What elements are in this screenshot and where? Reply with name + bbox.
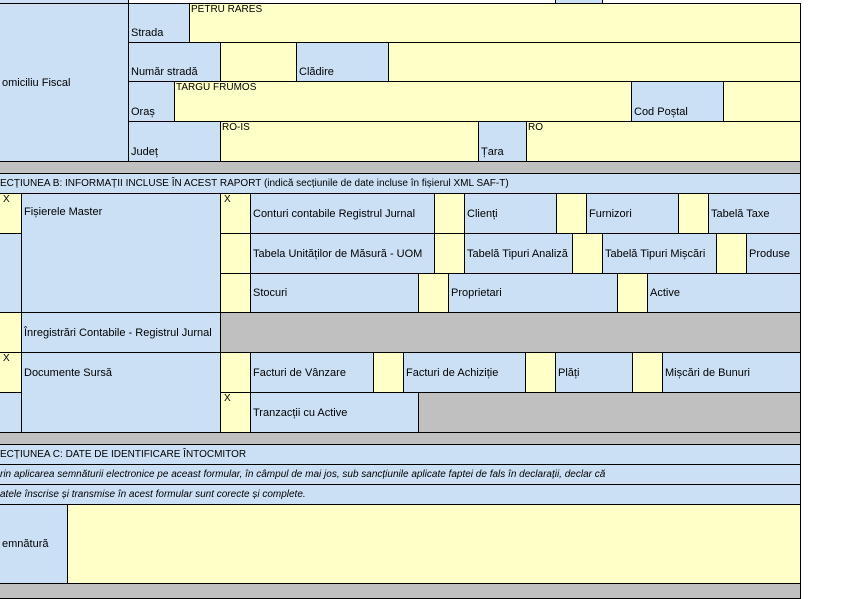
stocuri-label: Stocuri (250, 273, 419, 313)
cladire-input[interactable] (388, 42, 801, 82)
sectiunea-b-header: ECȚIUNEA B: INFORMAȚII INCLUSE ÎN ACEST RAPORT (indică secțiunile de date incluse în fișierul XML SAF-T) (0, 173, 801, 194)
furnizori-label: Furnizori (586, 193, 679, 234)
produse-checkbox[interactable] (716, 233, 747, 274)
stocuri-checkbox[interactable] (220, 273, 251, 313)
achizitie-label: Facturi de Achiziție (403, 352, 526, 393)
section-separator (0, 583, 801, 599)
miscari-checkbox[interactable] (572, 233, 603, 274)
analiza-checkbox[interactable] (434, 233, 465, 274)
bunuri-label: Mișcări de Bunuri (662, 352, 801, 393)
analiza-label: Tabelă Tipuri Analiză (464, 233, 573, 274)
tranzactii-checkbox[interactable]: X (220, 392, 251, 433)
oras-input[interactable]: TARGU FRUMOS (174, 81, 632, 122)
judet-input[interactable]: RO-IS (220, 121, 479, 162)
miscari-label (602, 233, 717, 274)
clienti-checkbox[interactable] (434, 193, 465, 234)
furnizori-checkbox[interactable] (556, 193, 587, 234)
judet-label: Județ (128, 121, 221, 162)
bunuri-checkbox[interactable] (632, 352, 663, 393)
documente-checkbox[interactable]: X (0, 352, 22, 393)
vanzare-checkbox[interactable] (220, 352, 251, 393)
proprietari-checkbox[interactable] (418, 273, 449, 313)
gray-filler (220, 312, 801, 353)
domiciliu-fiscal-label: omiciliu Fiscal (0, 3, 129, 162)
tara-input[interactable]: RO (526, 121, 801, 162)
cod-postal-input[interactable] (723, 81, 801, 122)
cod-postal-label: Cod Poștal (631, 81, 724, 122)
conturi-label: Conturi contabile Registrul Jurnal (250, 193, 435, 234)
proprietari-label: Proprietari (448, 273, 618, 313)
fisiere-master-checkbox[interactable]: X (0, 193, 22, 234)
declaratie-line-1: rin aplicarea semnăturii electronice pe aceast formular, în câmpul de mai jos, sub sancțiunile aplicate faptei de fals în declarații, declar că (0, 464, 801, 485)
vanzare-label: Facturi de Vânzare (250, 352, 374, 393)
numar-strada-label: Număr stradă (128, 42, 221, 82)
taxe-label: Tabelă Taxe (708, 193, 801, 234)
uom-checkbox[interactable] (220, 233, 251, 274)
uom-label: Tabela Unităților de Măsură - UOM (250, 233, 435, 274)
tara-label: Țara (478, 121, 527, 162)
tranzactii-label: Tranzacții cu Active (250, 392, 419, 433)
active-checkbox[interactable] (617, 273, 648, 313)
conturi-checkbox[interactable]: X (220, 193, 251, 234)
numar-strada-input[interactable] (220, 42, 297, 82)
gray-filler (418, 392, 801, 433)
strada-label: Strada (128, 3, 190, 43)
sectiunea-c-header: ECȚIUNEA C: DATE DE IDENTIFICARE ÎNTOCMITOR (0, 444, 801, 465)
blank-cell (0, 392, 22, 433)
plati-checkbox[interactable] (525, 352, 556, 393)
miscari-label-text: Tabelă Tipuri Mișcări (605, 247, 706, 260)
semnatura-label: emnătură (0, 504, 68, 584)
produse-label: Produse (746, 233, 801, 274)
semnatura-input[interactable] (67, 504, 801, 584)
fisiere-master-label: Fișierele Master (21, 193, 221, 313)
oras-label: Oraș (128, 81, 175, 122)
cladire-label: Clădire (296, 42, 389, 82)
plati-label: Plăți (555, 352, 633, 393)
declaratie-line-2: atele înscrise și transmise în acest formular sunt corecte și complete. (0, 484, 801, 505)
taxe-checkbox[interactable] (678, 193, 709, 234)
strada-input[interactable]: PETRU RARES (189, 3, 801, 43)
documente-label: Documente Sursă (21, 352, 221, 433)
clienti-label: Clienți (464, 193, 557, 234)
inregistrari-checkbox[interactable] (0, 312, 22, 353)
inregistrari-label: Înregistrări Contabile - Registrul Jurnal (21, 312, 221, 353)
active-label: Active (647, 273, 801, 313)
blank-cell (0, 233, 22, 313)
achizitie-checkbox[interactable] (373, 352, 404, 393)
